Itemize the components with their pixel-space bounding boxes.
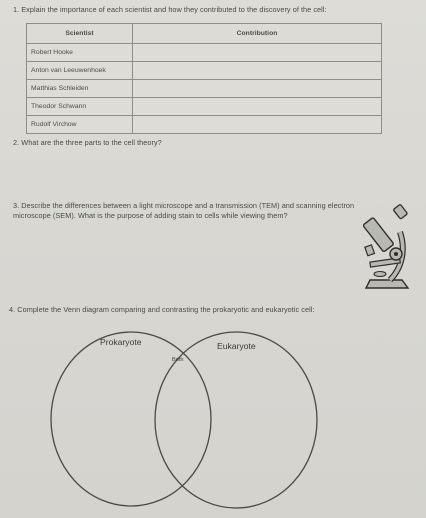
venn-label-prokaryote: Prokaryote [100, 337, 142, 347]
header-scientist: Scientist [27, 24, 133, 44]
microscope-icon [356, 204, 422, 296]
contribution-cell[interactable] [133, 116, 382, 134]
contribution-cell[interactable] [133, 44, 382, 62]
header-contribution: Contribution [133, 24, 382, 44]
contribution-cell[interactable] [133, 80, 382, 98]
table-header-row [27, 24, 382, 44]
table-row [27, 44, 382, 62]
scientist-name: Robert Hooke [27, 44, 133, 62]
scientist-name: Anton van Leeuwenhoek [27, 62, 133, 80]
table-row [27, 62, 382, 80]
scientist-table [26, 23, 382, 134]
table-row [27, 98, 382, 116]
contribution-cell[interactable] [133, 98, 382, 116]
venn-label-both: Both [172, 357, 184, 363]
scientist-name: Matthias Schleiden [27, 80, 133, 98]
table-row [27, 116, 382, 134]
venn-label-eukaryote: Eukaryote [217, 341, 256, 351]
scientist-name: Theodor Schwann [27, 98, 133, 116]
question-2-text: 2. What are the three parts to the cell theory? [13, 138, 162, 147]
question-1-text: 1. Explain the importance of each scientist and how they contributed to the discovery of the cell: [13, 5, 327, 14]
contribution-cell[interactable] [133, 62, 382, 80]
table-row [27, 80, 382, 98]
question-3-text: 3. Describe the differences between a light microscope and a transmission (TEM) and scanning electron microscope (SEM). What is the purpose of adding stain to cells while viewing them? [13, 201, 355, 220]
scientist-name: Rudolf Virchow [27, 116, 133, 134]
question-4-text: 4. Complete the Venn diagram comparing and contrasting the prokaryotic and eukaryotic cell: [9, 305, 315, 314]
